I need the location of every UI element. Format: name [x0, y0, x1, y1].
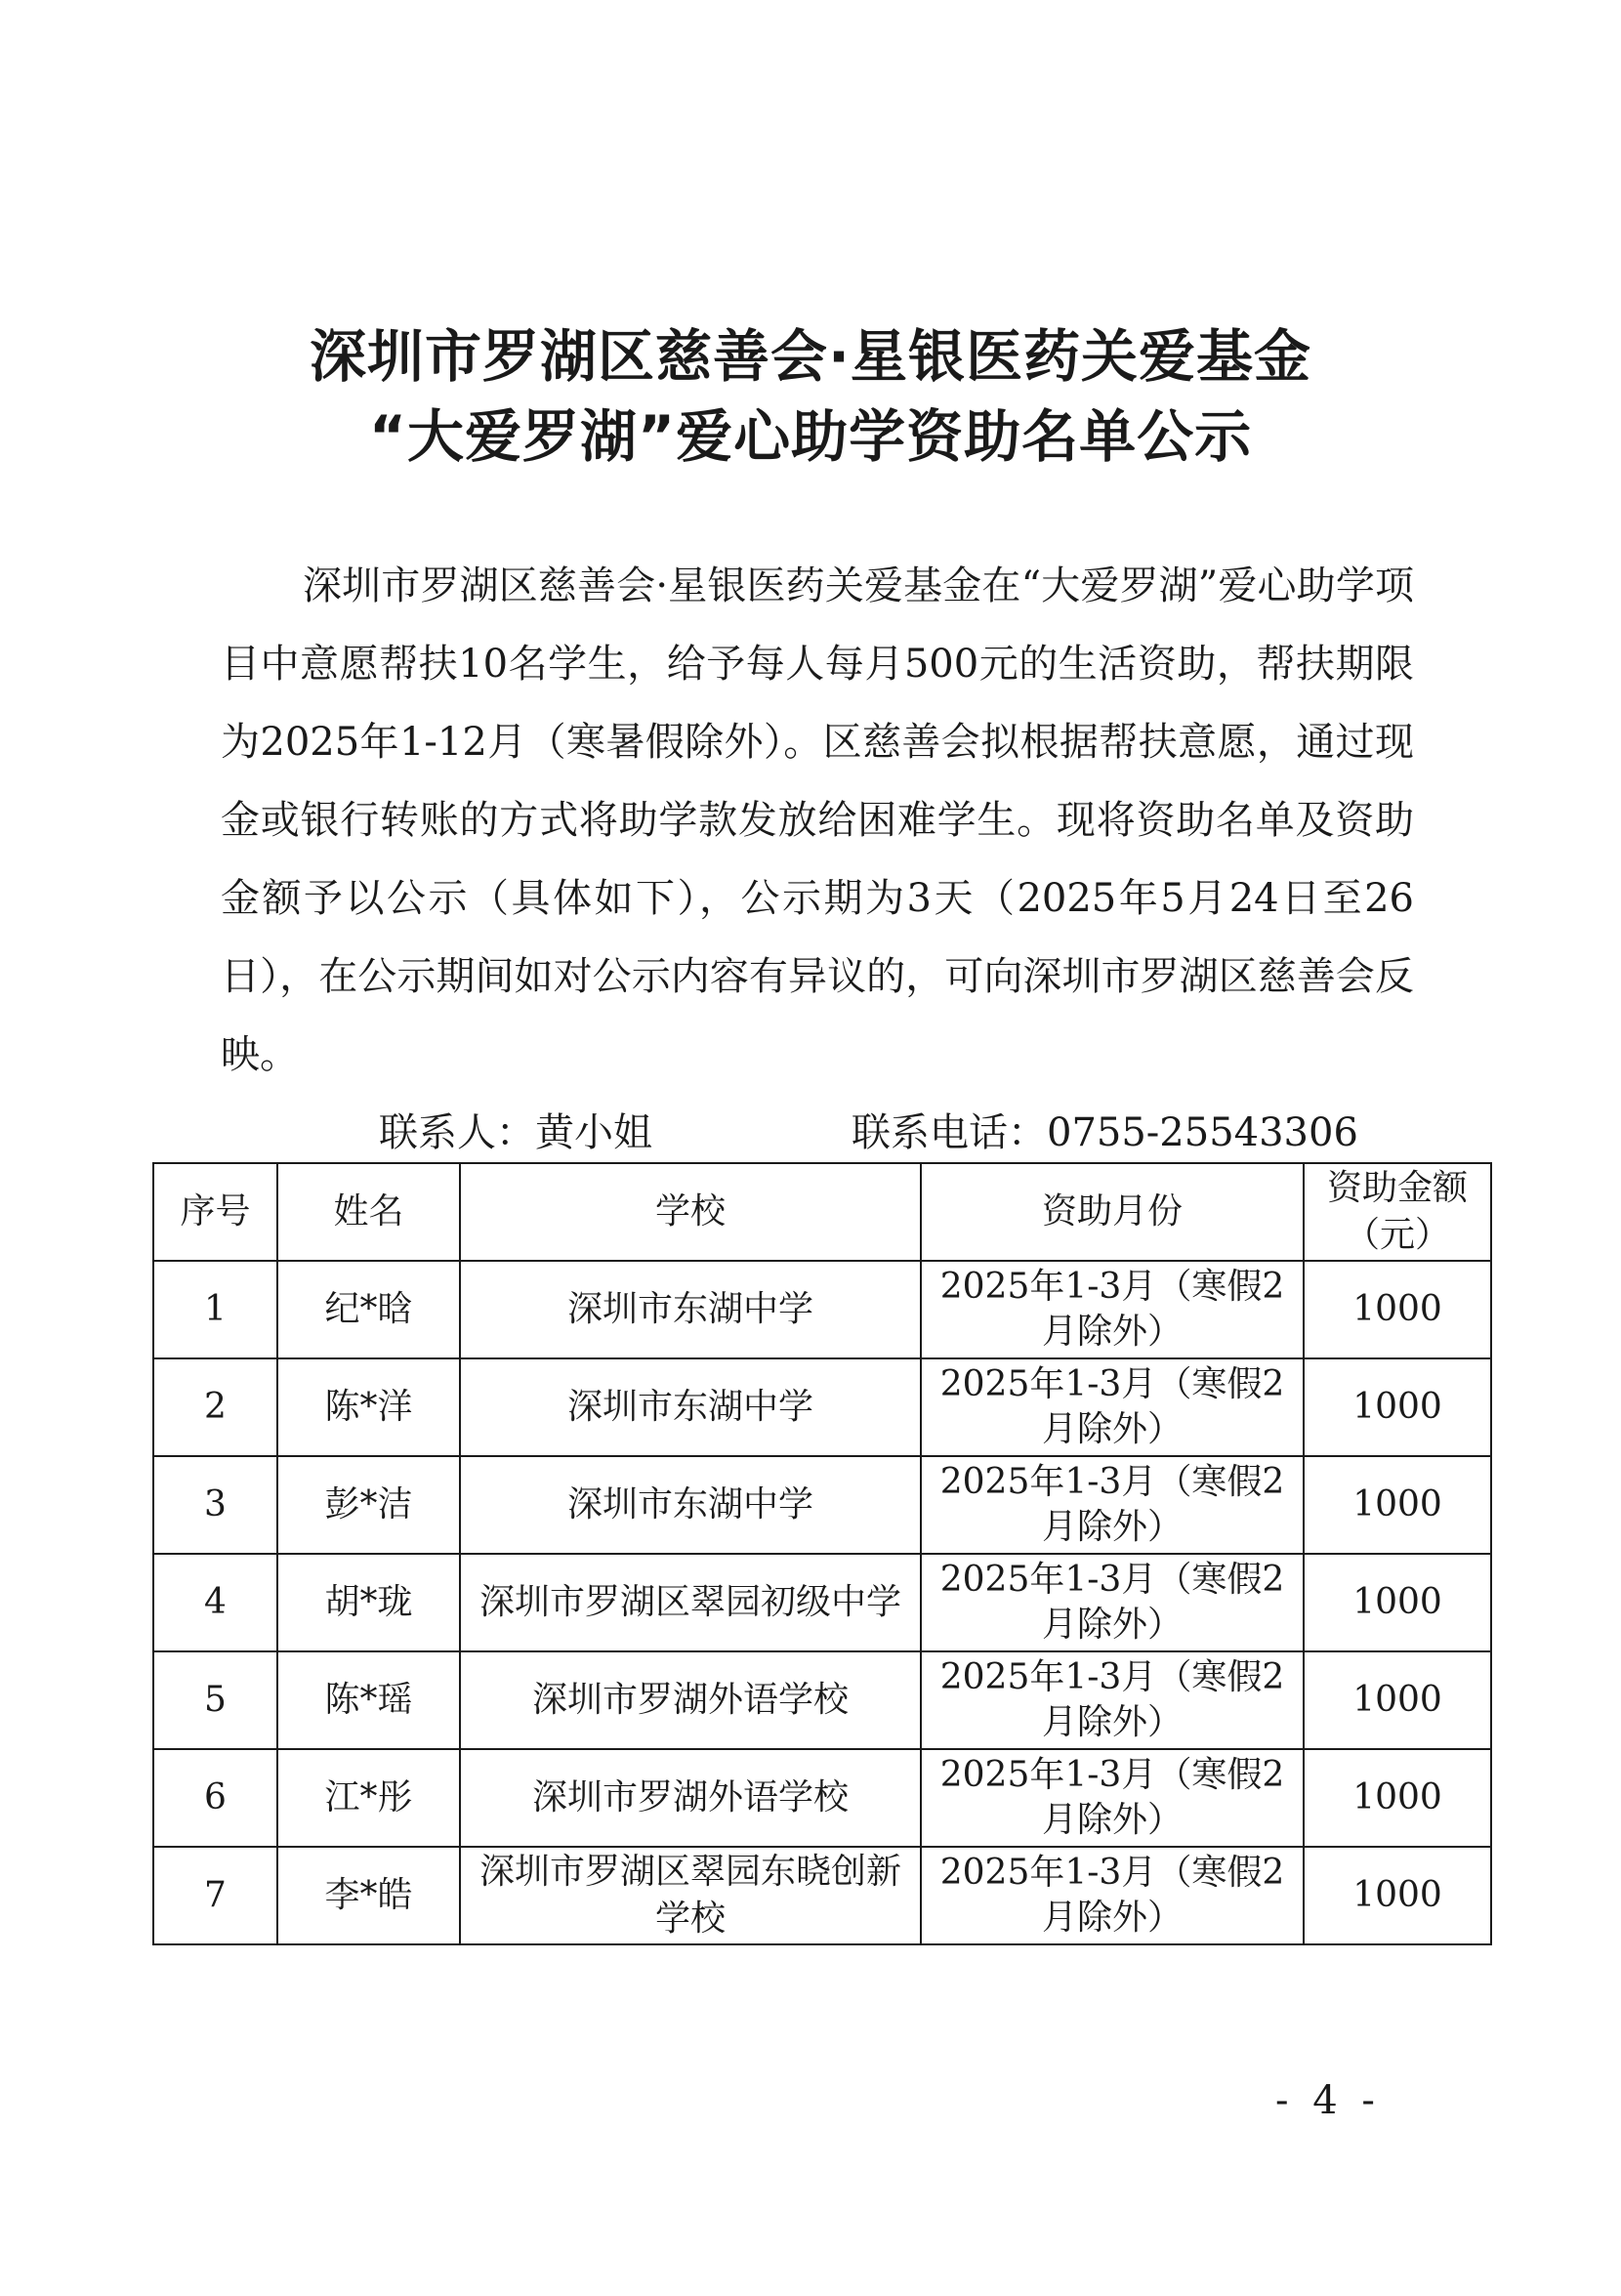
cell-no: 1	[153, 1261, 277, 1358]
cell-no: 3	[153, 1456, 277, 1554]
cell-month: 2025年1-3月（寒假2月除外）	[921, 1847, 1304, 1944]
cell-name: 李*皓	[277, 1847, 460, 1944]
header-school: 学校	[460, 1163, 921, 1261]
cell-amount: 1000	[1304, 1456, 1491, 1554]
cell-school: 深圳市罗湖外语学校	[460, 1749, 921, 1847]
header-amount: 资助金额（元）	[1304, 1163, 1491, 1261]
cell-month: 2025年1-3月（寒假2月除外）	[921, 1358, 1304, 1456]
table-row	[153, 1456, 1491, 1554]
cell-school: 深圳市罗湖区翠园初级中学	[460, 1554, 921, 1651]
cell-month: 2025年1-3月（寒假2月除外）	[921, 1749, 1304, 1847]
cell-no: 2	[153, 1358, 277, 1456]
table-row	[153, 1749, 1491, 1847]
cell-school: 深圳市东湖中学	[460, 1261, 921, 1358]
cell-no: 4	[153, 1554, 277, 1651]
cell-name: 江*彤	[277, 1749, 460, 1847]
cell-school: 深圳市罗湖区翠园东晓创新学校	[460, 1847, 921, 1944]
page-number: - 4 -	[1275, 2078, 1381, 2123]
cell-school: 深圳市东湖中学	[460, 1358, 921, 1456]
cell-no: 5	[153, 1651, 277, 1749]
cell-name: 纪*晗	[277, 1261, 460, 1358]
document-title-line2: “大爱罗湖”爱心助学资助名单公示	[368, 403, 1253, 470]
cell-name: 陈*瑶	[277, 1651, 460, 1749]
table-header-row	[153, 1163, 1491, 1261]
cell-name: 彭*洁	[277, 1456, 460, 1554]
body-paragraph: 深圳市罗湖区慈善会·星银医药关爱基金在“大爱罗湖”爱心助学项目中意愿帮扶10名学生，给予每人每月500元的生活资助，帮扶期限为2025年1-12月（寒暑假除外）。区慈善会拟根据帮扶意愿，通过现金或银行转账的方式将助学款发放给困难学生。现将资助名单及资助金额予以公示（具体如下），公示期为3天（2025年5月24日至26日），在公示期间如对公示内容有异议的，可向深圳市罗湖区慈善会反映。	[221, 564, 1414, 1077]
contact-phone: 联系电话：0755-25543306	[852, 1110, 1358, 1155]
cell-school: 深圳市罗湖外语学校	[460, 1651, 921, 1749]
cell-school: 深圳市东湖中学	[460, 1456, 921, 1554]
table-row	[153, 1554, 1491, 1651]
cell-amount: 1000	[1304, 1554, 1491, 1651]
table-row	[153, 1358, 1491, 1456]
cell-no: 7	[153, 1847, 277, 1944]
table-row	[153, 1847, 1491, 1944]
table-row	[153, 1651, 1491, 1749]
table-row	[153, 1261, 1491, 1358]
cell-month: 2025年1-3月（寒假2月除外）	[921, 1651, 1304, 1749]
cell-month: 2025年1-3月（寒假2月除外）	[921, 1456, 1304, 1554]
contact-person: 联系人：黄小姐	[379, 1110, 652, 1155]
cell-amount: 1000	[1304, 1261, 1491, 1358]
cell-name: 陈*洋	[277, 1358, 460, 1456]
document-title-line1: 深圳市罗湖区慈善会·星银医药关爱基金	[309, 323, 1312, 390]
cell-amount: 1000	[1304, 1847, 1491, 1944]
header-no: 序号	[153, 1163, 277, 1261]
body-text	[221, 547, 1414, 1094]
header-month: 资助月份	[921, 1163, 1304, 1261]
header-name: 姓名	[277, 1163, 460, 1261]
cell-month: 2025年1-3月（寒假2月除外）	[921, 1261, 1304, 1358]
cell-name: 胡*珑	[277, 1554, 460, 1651]
cell-amount: 1000	[1304, 1651, 1491, 1749]
funding-table	[152, 1162, 1492, 1945]
cell-amount: 1000	[1304, 1749, 1491, 1847]
cell-amount: 1000	[1304, 1358, 1491, 1456]
cell-month: 2025年1-3月（寒假2月除外）	[921, 1554, 1304, 1651]
cell-no: 6	[153, 1749, 277, 1847]
